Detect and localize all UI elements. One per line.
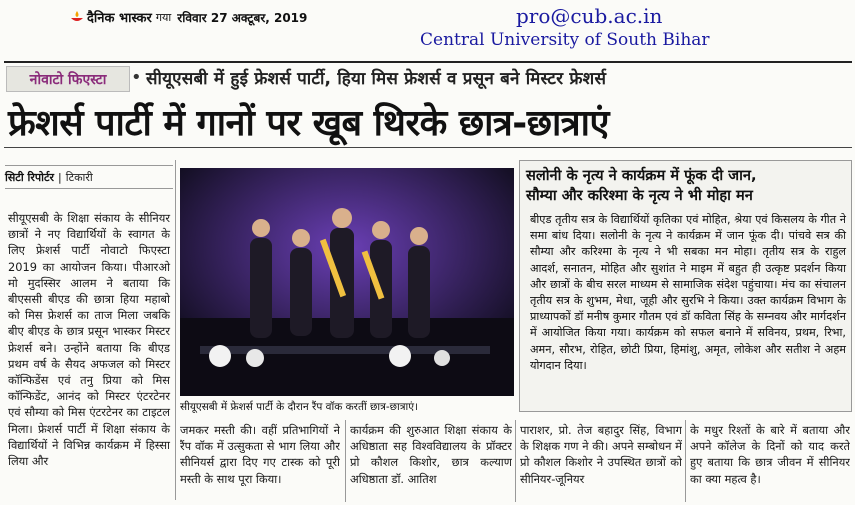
column-divider [175,160,176,500]
column-divider [515,420,516,502]
reporter-name: सिटी रिपोर्टर [5,170,54,184]
article-column-2: जमकर मस्ती की। वहीं प्रतिभागियों ने रैंप वॉक में उत्सुकता से भाग लिया और सीनियर्स द्वारा दिए गए टास्क को पूरी मस्ती के साथ पूरा किया। [180,423,340,486]
newspaper-name: दैनिक भास्कर [87,11,152,26]
article-column-1: सीयूएसबी के शिक्षा संकाय के सीनियर छात्रों ने नए विद्यार्थियों के स्वागत के लिए फ्रेशर्स पार्टी नोवाटो फिएस्टा 2019 का आयोजन किया। पीआरओ मो मुदस्सिर आलम ने बताया कि बीएससी बीएड की छात्रा हिया महाबो को मिस फ्रेशर्स का ताज मिला जबकि बीए बीएड के छात्र प्रसून भास्कर मिस्टर फ्रेशर्स बने। उन्होंने बताया कि बीएड प्रथम वर्ष के सैयद अफजल को मिस्टर कॉन्फिडेंस एवं तनु प्रिया को मिस कॉन्फिडेंट, आनंद को मिस्टर एंटरटेनर एवं सौम्या को मिस एंटरटेनर का टाइटल मिला। फ्रेशर्स पार्टी में शिक्षा संकाय के विद्यार्थियों ने विभिन्न कार्यक्रम में हिस्सा लिया और [8,211,170,469]
byline-separator: | [58,170,62,184]
edition-date: रविवार 27 अक्टूबर, 2019 [177,10,308,25]
article-column-5: के मधुर रिश्तों के बारे में बताया और अपने कॉलेज के दिनों को याद करते हुए बताया कि छात्र जीवन में सीनियर का क्या महत्व है। [690,423,850,486]
sidebar-headline-line-2: सौम्या और करिश्मा के नृत्य ने भी मोहा मन [526,187,753,204]
byline [5,165,173,189]
masthead [70,6,335,28]
column-divider [685,420,686,502]
article-column-3: कार्यक्रम की शुरुआत शिक्षा संकाय के अधिष्ठाता सह विश्वविद्यालय के प्रॉक्टर प्रो कौशल किशोर, छात्र कल्याण अधिष्ठाता डॉ. आतिश [350,423,512,486]
sidebar-headline [526,166,846,206]
headline-rule [4,147,852,148]
bullet-icon: • [131,67,142,88]
photo-caption: सीयूएसबी में फ्रेशर्स पार्टी के दौरान रैंप वॉक करतीं छात्र-छात्राएं। [180,401,419,413]
headline: फ्रेशर्स पार्टी में गानों पर खूब थिरके छात्र-छात्राएं [8,103,609,144]
stamp-email: pro@cub.ac.in [516,4,663,28]
top-rule [4,61,852,63]
column-divider [345,420,346,502]
diya-lamp-icon [70,10,84,24]
section-tag: नोवाटो फिएस्टा [6,66,130,92]
stage-illustration [180,168,514,396]
event-photo [180,168,514,396]
sidebar-body: बीएड तृतीय सत्र के विद्यार्थियों कृतिका एवं मोहित, श्रेया एवं किसलय के गीत ने समा बांध दिया। सलोनी के नृत्य ने कार्यक्रम में जान फूंक दी। पांचवे सत्र की सौम्या और करिश्मा के नृत्य ने भी सबका मन मोहा। तृतीय सत्र के राहुल आदर्श, सनातन, मोहित और सुशांत ने माइम में बहुत ही उत्कृष्ट प्रदर्शन किया और छात्रों के बीच सरल माध्यम से सामाजिक संदेश पहुंचाया। मंच का संचालन तृतीय सत्र के शुभम, मेधा, जूही और सुरभि ने किया। उक्त कार्यक्रम विभाग के प्राध्यापकों डॉ मनीष कुमार गौतम एवं डॉ कविता सिंह के सम्नवय और मार्गदर्शन में आयोजित किया गया। कार्यक्रम को सफल बनाने में सविनय, प्रथम, रिभा, अमन, सौरभ, रोहित, छोटी प्रिया, हिमांशु, अमृत, लोकेश और सतीश ने अहम योगदान दिया। [530,213,846,372]
article-column-4: पाराशर, प्रो. तेज बहादुर सिंह, विभाग के शिक्षक गण ने की। अपने सम्बोधन में प्रो कौशल किशोर ने उपस्थित छात्रों को सीनियर-जूनियर [520,423,682,486]
subheadline: सीयूएसबी में हुई फ्रेशर्स पार्टी, हिया मिस फ्रेशर्स व प्रसून बने मिस्टर फ्रेशर्स [146,69,607,89]
byline-location: टिकारी [65,170,93,184]
stamp-university: Central University of South Bihar [420,30,710,50]
sidebar-headline-line-1: सलोनी के नृत्य ने कार्यक्रम में फूंक दी जान, [526,167,757,184]
edition-city: गया [155,10,172,24]
